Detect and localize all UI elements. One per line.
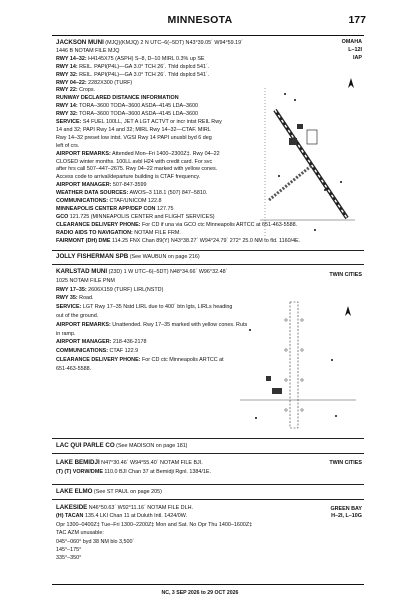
field-value: CTAF/UNICOM 122.8 [108, 198, 162, 204]
field-label: COMMUNICATIONS: [56, 348, 109, 355]
airport-name: KARLSTAD MUNI [56, 268, 108, 275]
entry-line [56, 348, 138, 354]
field-value: 127.75 [155, 205, 174, 212]
page-header [0, 14, 400, 30]
chart-label-h2i-l10g: H–2I, L–10G [331, 513, 362, 519]
north-arrow-icon [348, 78, 354, 88]
chart-label-twin-cities: TWIN CITIES [329, 460, 362, 466]
field-label: RWY 32: [56, 71, 78, 78]
building [266, 376, 271, 381]
entry-line [56, 547, 81, 553]
field-label: AIRPORT MANAGER: [56, 182, 112, 189]
field-value: CTAF 122.9 [108, 348, 139, 355]
entry-line [56, 159, 212, 165]
field-label: RWY 17–35: [56, 286, 87, 293]
field-label: AIRPORT MANAGER: [56, 339, 112, 346]
field-value: 045°–060° byd 38 NM blo 3,500´ [56, 538, 135, 545]
hangar [289, 138, 297, 145]
field-value: 14 and 32; PAPI Rwy 14 and 32; MIRL Rwy 14–32—CTAF. MIRL [56, 126, 211, 133]
runway-04-22 [269, 166, 311, 200]
field-label: CLEARANCE DELIVERY PHONE: [56, 221, 141, 228]
separator [52, 453, 364, 454]
entry-line [56, 357, 224, 363]
field-label: SERVICE: [56, 304, 82, 311]
field-label: RWY 35: [56, 295, 78, 302]
entry-line [56, 198, 162, 204]
field-label: RADIO AIDS TO NAVIGATION: [56, 229, 133, 236]
entry-line [56, 151, 220, 157]
entry-line [56, 331, 75, 337]
entry-line [56, 278, 115, 284]
entry-line [56, 513, 187, 519]
entry-line [56, 505, 193, 511]
field-value: LGT Rwy 17–35 Nstd LIRL due to 400´ btn lgts, LIRLs heading [81, 304, 233, 311]
field-value: Access code to arrival/departure building is CTAF frequency. [56, 174, 201, 181]
field-value: S4 FUEL 100LL, JET A LGT ACTVT or incr intst REIL Rwy [81, 119, 222, 125]
field-value: 507-847-3599 [111, 182, 147, 189]
field-value: out of the ground. [56, 313, 99, 319]
field-value: 110.0 BJI Chan 37 at Bemidji Rgnl. 1384/1E. [102, 469, 211, 475]
airport-name: LAKESIDE [56, 504, 88, 511]
entry-line [56, 135, 212, 141]
entry-line [56, 95, 179, 101]
cross-reference: (See WAUBUN on page 216) [128, 254, 200, 260]
field-label: (T) (T) VORW/DME [56, 469, 103, 475]
footer-rule [52, 584, 364, 585]
entry-line [56, 230, 181, 236]
runway-14-32 [275, 110, 347, 218]
field-value: N47°30.46´ W94°55.40´ NOTAM FILE BJI. [99, 460, 203, 466]
entry-line [56, 72, 209, 78]
field-label: WEATHER DATA SOURCES: [56, 190, 129, 197]
entry-line [56, 64, 209, 70]
field-label: SERVICE: [56, 119, 82, 125]
field-value: For CD if una via GCO ctc Minneapolis ARTCC at 651-463-5588. [140, 221, 298, 228]
entry-line [56, 322, 247, 328]
field-label: FAIRMONT (DH) DME [56, 237, 111, 244]
field-value: 114.25 FNX Chan 89(Y) N43°38.27´ W94°24.79´ 272° 25.0 NM to fld. 1160/4E. [110, 237, 301, 244]
field-value: NOTAM FILE FRM. [132, 229, 181, 236]
entry-line [56, 40, 243, 46]
entry-line [56, 295, 94, 301]
runway-lights [285, 319, 303, 411]
chart-label-green-bay: GREEN BAY [330, 506, 362, 512]
airport-name: LAKE BEMIDJI [56, 459, 100, 466]
hangar [272, 388, 282, 394]
field-value: TORA–3600 TODA–3600 ASDA–4145 LDA–3600 [77, 111, 199, 118]
karlstad-airport-diagram [236, 300, 360, 432]
separator [52, 264, 364, 265]
runway-17-35 [290, 302, 298, 428]
entry-line [56, 555, 81, 561]
field-label: MINNEAPOLIS CENTER APP/DEP CON [56, 205, 156, 212]
field-label: CLEARANCE DELIVERY PHONE: [56, 357, 141, 363]
entry-line [56, 166, 217, 172]
entry-line [56, 366, 91, 372]
jackson-airport-diagram [255, 70, 362, 248]
field-label: RWY 32: [56, 111, 78, 118]
entry-line [56, 206, 173, 212]
entry-line [56, 80, 132, 86]
field-label: AIRPORT REMARKS: [56, 150, 111, 157]
field-value: 145°–175° [56, 547, 82, 553]
building [297, 124, 303, 129]
field-value: Attended Mon–Fri 1400–2300Z‡. Rwy 04–22 [110, 150, 220, 157]
north-arrow-icon [345, 306, 351, 316]
separator [52, 484, 364, 485]
entry-line [56, 182, 146, 188]
entry-line [56, 103, 198, 109]
separator [52, 438, 364, 439]
entry-line [56, 174, 200, 180]
field-label: COMMUNICATIONS: [56, 198, 109, 204]
field-value: Unattended. Rwy 17–35 marked with yellow cones. Ruts [110, 321, 248, 328]
entry-line [56, 530, 104, 536]
field-label: RWY 14: [56, 103, 78, 110]
entry-line [56, 522, 252, 528]
header-rule [52, 35, 364, 36]
field-label: RWY 22: [56, 87, 78, 94]
field-value: 218-436-2178 [111, 339, 147, 346]
jolly-fisherman-entry [56, 254, 200, 260]
field-value: N46°50.63´ W92°11.16´ NOTAM FILE DLH. [87, 505, 193, 511]
field-value: CLOSED winter months. 100LL avbl H24 with credit card. For svc [56, 158, 213, 165]
field-value: For CD ctc Minneapolis ARTCC at [140, 357, 224, 363]
field-value: after hrs call 507–447–2675. Rwy 04–22 marked with yellow cones. [56, 166, 218, 173]
field-value: Road. [77, 295, 94, 302]
page-number: 177 [348, 14, 366, 26]
field-value: 1446 B NOTAM FILE MJQ [56, 47, 120, 54]
airport-name: LAKE ELMO [56, 488, 93, 495]
entry-line [56, 269, 227, 275]
field-value: REIL. PAPI(P4L)—GA 3.0° TCH 26´. Thld dsplcd 541´. [77, 71, 210, 78]
field-label: (H) TACAN [56, 513, 84, 520]
chart-label-l12i: L–12I [348, 47, 362, 53]
field-value: TORA–3600 TODA–3600 ASDA–4145 LDA–3600 [77, 103, 199, 110]
field-value: Crops. [77, 87, 96, 94]
entry-line [56, 539, 134, 545]
field-value: Opr 1300–0400Z‡ Tue–Fri 1300–2200Z‡ Mon and Sat. No Opr Thu 1400–1600Z‡ [56, 521, 253, 528]
field-value: Rwy 14–32 preset low intst. VGSI Rwy 14 PAPI unusbl byd 6 deg [56, 134, 212, 141]
field-label: RWY 14: [56, 63, 78, 70]
entry-line [56, 87, 95, 93]
entry-line [56, 48, 119, 54]
field-value: 121.725 (MINNEAPOLIS CENTER and FLIGHT SERVICES) [68, 213, 215, 220]
entry-line [56, 190, 207, 196]
entry-line [56, 143, 79, 149]
field-value: (23D) 1 W UTC–6(–5DT) N48°34.66´ W96°32.48´ [107, 269, 228, 275]
separator [52, 499, 364, 500]
field-value: in ramp. [56, 330, 76, 337]
cross-reference: (See ST PAUL on page 205) [92, 489, 162, 495]
field-label: RUNWAY DECLARED DISTANCE INFORMATION [56, 95, 179, 102]
field-value: 135.4 LKI Chan 11 at Duluth Intl. 1424/0W. [83, 513, 188, 520]
field-label: RWY 14–32: [56, 55, 87, 62]
field-value: REIL. PAPI(P4L)—GA 3.0° TCH 26´. Thld dsplcd 541´. [77, 63, 210, 70]
entry-line [56, 111, 198, 117]
airport-name: LAC QUI PARLE CO [56, 442, 115, 449]
entry-line [56, 119, 222, 125]
field-value: (MJQ)(KMJQ) 2 N UTC–6(–5DT) N43°39.05´ W94°59.19´ [103, 40, 243, 46]
entry-line [56, 304, 232, 310]
obstruction-marks [249, 329, 337, 419]
field-value: left of crs. [56, 142, 80, 149]
state-title: MINNESOTA [167, 14, 233, 26]
entry-line [56, 469, 211, 475]
entry-line [56, 214, 215, 220]
entry-line [56, 313, 98, 319]
field-value: AWOS–3 118.1 (507) 847–5810. [128, 190, 208, 197]
cross-reference: (See MADISON on page 181) [114, 443, 188, 449]
lac-qui-parle-entry [56, 443, 187, 449]
field-value: 651-463-5588. [56, 365, 92, 372]
field-value: H4145X75 (ASPH) S–8, D–10 MIRL 0.3% up SE [86, 55, 205, 62]
entry-line [56, 287, 163, 293]
separator [52, 250, 364, 251]
field-label: RWY 04–22: [56, 79, 87, 86]
field-value: 2282X300 (TURF) [86, 79, 133, 86]
field-value: TAC AZM unusable: [56, 530, 104, 537]
airport-name: JACKSON MUNI [56, 39, 104, 46]
field-value: 2606X159 (TURF) LIRL(NSTD) [86, 286, 164, 293]
field-label: GCO [56, 213, 69, 220]
lake-elmo-entry [56, 489, 162, 495]
chart-label-iap: IAP [353, 55, 362, 61]
entry-line [56, 56, 205, 62]
field-label: AIRPORT REMARKS: [56, 321, 111, 328]
entry-line [56, 127, 211, 133]
chart-label-omaha: OMAHA [341, 39, 362, 45]
apron [307, 130, 317, 144]
effective-dates: NC, 3 SEP 2026 to 29 OCT 2026 [161, 590, 239, 596]
field-value: 335°–350° [56, 555, 82, 562]
entry-line [56, 339, 146, 345]
airport-name: JOLLY FISHERMAN SPB [56, 253, 129, 260]
entry-line [56, 460, 203, 466]
chart-label-twin-cities: TWIN CITIES [329, 272, 362, 278]
field-value: 1025 NOTAM FILE PNM [56, 277, 115, 284]
